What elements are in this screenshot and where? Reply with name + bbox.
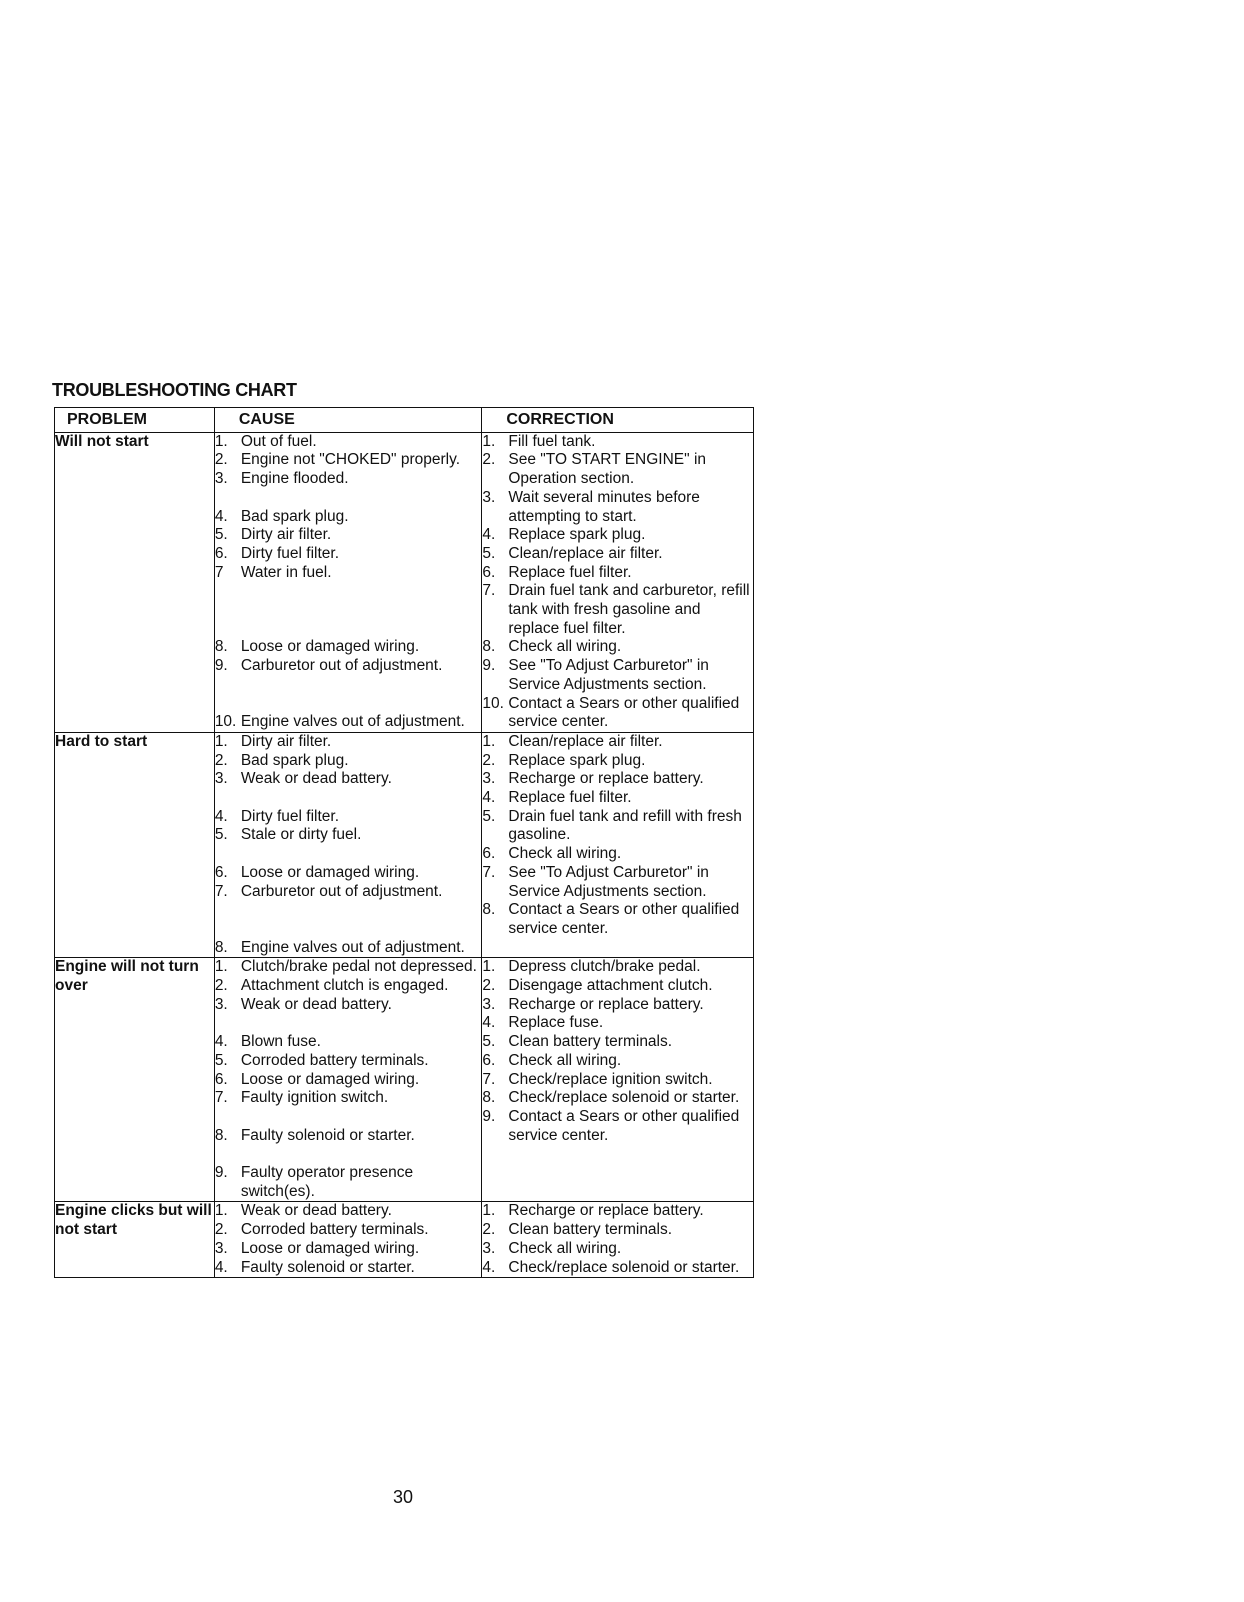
item-text: Faulty ignition switch. <box>240 1089 389 1107</box>
item-text: Replace fuse. <box>508 1014 604 1032</box>
item-number: 2. <box>482 451 496 469</box>
item-number: 1. <box>482 1202 496 1220</box>
item-text: Recharge or replace battery. <box>508 995 704 1013</box>
correction-cell <box>482 432 754 732</box>
item-number: 2. <box>214 977 228 995</box>
item-number: 3. <box>214 1239 228 1257</box>
item-text: Bad spark plug. <box>240 751 349 769</box>
item-text: Clean/replace air filter. <box>508 544 663 562</box>
correction-cell <box>482 732 754 957</box>
problem-cell: Hard to start <box>55 732 215 957</box>
table-body <box>55 432 754 1278</box>
correction-item <box>482 1108 753 1145</box>
item-number: 9. <box>482 657 496 675</box>
correction-item <box>482 657 753 694</box>
item-text: Contact a Sears or other qualified service center. <box>508 694 740 731</box>
item-text: Dirty fuel filter. <box>240 544 340 562</box>
correction-item <box>482 770 753 789</box>
item-number: 4. <box>482 1014 496 1032</box>
item-text: Weak or dead battery. <box>240 770 392 788</box>
item-text: Replace fuel filter. <box>508 563 632 581</box>
item-number: 6. <box>482 845 496 863</box>
item-text: Attachment clutch is engaged. <box>240 977 449 995</box>
item-text: Depress clutch/brake pedal. <box>508 958 701 976</box>
correction-item <box>482 695 753 732</box>
item-number: 3. <box>482 770 496 788</box>
table-row <box>55 732 754 957</box>
item-number: 6. <box>214 544 228 562</box>
spacer <box>215 601 482 620</box>
correction-item <box>482 752 753 771</box>
cause-item <box>215 526 482 545</box>
item-text: Disengage attachment clutch. <box>508 977 713 995</box>
correction-item <box>482 638 753 657</box>
cause-item <box>215 1127 482 1146</box>
correction-item <box>482 864 753 901</box>
item-number: 2. <box>214 1221 228 1239</box>
cause-item <box>215 564 482 583</box>
item-text: Out of fuel. <box>240 432 317 450</box>
item-number: 7. <box>214 882 228 900</box>
spacer <box>215 694 482 713</box>
problem-header: PROBLEM <box>55 408 215 433</box>
item-text: Fill fuel tank. <box>508 432 596 450</box>
item-number: 4. <box>482 789 496 807</box>
item-number: 4. <box>214 1258 228 1276</box>
cause-item <box>215 808 482 827</box>
item-text: See "TO START ENGINE" in Operation section. <box>508 451 707 488</box>
item-text: Replace fuel filter. <box>508 789 632 807</box>
spacer <box>215 582 482 601</box>
item-text: Engine flooded. <box>240 470 349 488</box>
item-text: Weak or dead battery. <box>240 1202 392 1220</box>
item-text: Drain fuel tank and carburetor, refill tank with fresh gasoline and replace fuel filter. <box>508 582 750 637</box>
item-number: 8. <box>214 1126 228 1144</box>
correction-item <box>482 808 753 845</box>
cause-cell <box>214 958 482 1202</box>
spacer <box>215 789 482 808</box>
spacer <box>215 920 482 939</box>
problem-cell: Engine clicks but will not start <box>55 1202 215 1278</box>
item-number: 5. <box>482 544 496 562</box>
cause-cell <box>214 432 482 732</box>
item-number: 7. <box>214 1089 228 1107</box>
table-row <box>55 958 754 1202</box>
header-row <box>55 408 754 433</box>
cause-item <box>215 1089 482 1108</box>
item-text: Corroded battery terminals. <box>240 1051 429 1069</box>
spacer <box>215 1145 482 1164</box>
chart-title: TROUBLESHOOTING CHART <box>52 380 297 400</box>
spacer <box>215 1108 482 1127</box>
correction-item <box>482 1089 753 1108</box>
cause-item <box>215 1221 482 1240</box>
item-text: Weak or dead battery. <box>240 995 392 1013</box>
item-number: 1. <box>482 732 496 750</box>
correction-item <box>482 996 753 1015</box>
item-number: 2. <box>482 1221 496 1239</box>
item-text: Clutch/brake pedal not depressed. <box>240 958 477 976</box>
item-text: Contact a Sears or other qualified service center. <box>508 901 740 937</box>
item-text: Stale or dirty fuel. <box>240 826 362 844</box>
item-number: 3. <box>214 770 228 788</box>
item-number: 10. <box>214 713 237 731</box>
item-text: Drain fuel tank and refill with fresh gasoline. <box>508 807 742 844</box>
problem-cell: Will not start <box>55 432 215 732</box>
item-number: 7. <box>482 863 496 881</box>
item-text: Check/replace solenoid or starter. <box>508 1089 740 1107</box>
problem-cell: Engine will not turn over <box>55 958 215 1202</box>
item-text: Loose or damaged wiring. <box>240 1070 420 1088</box>
cause-cell <box>214 1202 482 1278</box>
item-text: Wait several minutes before attempting to start. <box>508 488 700 525</box>
item-number: 6. <box>214 1070 228 1088</box>
item-number: 10. <box>482 694 504 712</box>
item-text: Engine valves out of adjustment. <box>240 938 465 956</box>
item-text: Contact a Sears or other qualified service center. <box>508 1107 740 1144</box>
item-number: 1. <box>482 432 496 450</box>
item-text: Dirty fuel filter. <box>240 807 340 825</box>
item-number: 8. <box>482 1089 496 1107</box>
item-text: Clean/replace air filter. <box>508 732 663 750</box>
item-number: 3. <box>482 995 496 1013</box>
item-number: 6. <box>482 1051 496 1069</box>
cause-item <box>215 508 482 527</box>
item-text: Bad spark plug. <box>240 507 349 525</box>
spacer <box>215 620 482 639</box>
cause-item <box>215 864 482 883</box>
cause-item <box>215 1033 482 1052</box>
cause-item <box>215 470 482 489</box>
cause-item <box>215 545 482 564</box>
item-text: Clean battery terminals. <box>508 1033 673 1051</box>
item-number: 4. <box>214 1033 228 1051</box>
item-text: Replace spark plug. <box>508 526 646 544</box>
cause-item <box>215 1259 482 1278</box>
item-number: 4. <box>214 507 228 525</box>
table-row <box>55 432 754 732</box>
cause-item <box>215 939 482 958</box>
item-text: Loose or damaged wiring. <box>240 1239 420 1257</box>
item-number: 9. <box>214 1164 228 1182</box>
correction-header: CORRECTION <box>482 408 754 433</box>
item-text: Carburetor out of adjustment. <box>240 882 443 900</box>
correction-item <box>482 958 753 977</box>
item-text: Carburetor out of adjustment. <box>240 657 443 675</box>
spacer <box>215 845 482 864</box>
item-number: 5. <box>214 1051 228 1069</box>
item-number: 5. <box>214 826 228 844</box>
spacer <box>215 1014 482 1033</box>
correction-item <box>482 789 753 808</box>
item-number: 2. <box>214 451 228 469</box>
item-number: 6. <box>214 863 228 881</box>
item-number: 5. <box>482 807 496 825</box>
troubleshooting-table <box>54 407 754 1278</box>
cause-item <box>215 638 482 657</box>
table-row <box>55 1202 754 1278</box>
correction-item <box>482 451 753 488</box>
correction-item <box>482 1033 753 1052</box>
item-number: 9. <box>482 1107 496 1125</box>
cause-item <box>215 958 482 977</box>
item-number: 3. <box>214 995 228 1013</box>
cause-item <box>215 451 482 470</box>
item-number: 1. <box>214 732 228 750</box>
item-number: 4. <box>482 526 496 544</box>
item-number: 2. <box>214 751 228 769</box>
cause-item <box>215 1164 482 1201</box>
item-text: Check all wiring. <box>508 638 622 656</box>
item-text: See "To Adjust Carburetor" in Service Adjustments section. <box>508 863 709 900</box>
item-number: 9. <box>214 657 228 675</box>
item-text: Faulty solenoid or starter. <box>240 1126 415 1144</box>
item-text: Corroded battery terminals. <box>240 1221 429 1239</box>
correction-item <box>482 526 753 545</box>
item-number: 5. <box>214 526 228 544</box>
cause-item <box>215 713 482 732</box>
item-text: Recharge or replace battery. <box>508 770 704 788</box>
correction-item <box>482 1240 753 1259</box>
cause-item <box>215 996 482 1015</box>
item-number: 3. <box>482 488 496 506</box>
item-text: Check all wiring. <box>508 1239 622 1257</box>
correction-item <box>482 845 753 864</box>
correction-item <box>482 1052 753 1071</box>
correction-item <box>482 1259 753 1278</box>
item-number: 8. <box>482 901 496 919</box>
item-number: 1. <box>214 1202 228 1220</box>
correction-item <box>482 433 753 452</box>
cause-item <box>215 733 482 752</box>
item-text: Check/replace solenoid or starter. <box>508 1258 740 1276</box>
correction-item <box>482 1014 753 1033</box>
item-number: 6. <box>482 563 496 581</box>
cause-item <box>215 657 482 676</box>
correction-item <box>482 1221 753 1240</box>
item-number: 1. <box>214 432 228 450</box>
item-number: 4. <box>482 1258 496 1276</box>
item-text: Faulty solenoid or starter. <box>240 1258 415 1276</box>
correction-cell <box>482 958 754 1202</box>
item-number: 7 <box>214 563 224 581</box>
item-number: 1. <box>214 958 228 976</box>
cause-item <box>215 977 482 996</box>
item-text: Replace spark plug. <box>508 751 646 769</box>
cause-item <box>215 826 482 845</box>
item-text: Loose or damaged wiring. <box>240 638 420 656</box>
item-number: 1. <box>482 958 496 976</box>
item-text: Check/replace ignition switch. <box>508 1070 713 1088</box>
item-text: Check all wiring. <box>508 1051 622 1069</box>
spacer <box>215 901 482 920</box>
correction-item <box>482 1202 753 1221</box>
item-number: 4. <box>214 807 228 825</box>
spacer <box>215 489 482 508</box>
item-number: 2. <box>482 751 496 769</box>
item-number: 7. <box>482 582 496 600</box>
item-text: Dirty air filter. <box>240 526 332 544</box>
cause-cell <box>214 732 482 957</box>
item-text: Faulty operator presence switch(es). <box>240 1164 414 1200</box>
cause-item <box>215 1052 482 1071</box>
correction-item <box>482 582 753 638</box>
correction-cell <box>482 1202 754 1278</box>
item-text: Engine valves out of adjustment. <box>240 713 465 731</box>
item-number: 3. <box>214 470 228 488</box>
item-text: Clean battery terminals. <box>508 1221 673 1239</box>
item-number: 8. <box>482 638 496 656</box>
item-number: 8. <box>214 938 228 956</box>
cause-item <box>215 752 482 771</box>
correction-item <box>482 545 753 564</box>
item-number: 2. <box>482 977 496 995</box>
cause-item <box>215 1071 482 1090</box>
item-number: 3. <box>482 1239 496 1257</box>
item-text: Loose or damaged wiring. <box>240 863 420 881</box>
item-text: Blown fuse. <box>240 1033 321 1051</box>
correction-item <box>482 564 753 583</box>
correction-item <box>482 489 753 526</box>
cause-item <box>215 1240 482 1259</box>
spacer <box>215 676 482 695</box>
item-text: Check all wiring. <box>508 845 622 863</box>
item-text: Water in fuel. <box>240 563 332 581</box>
item-text: Dirty air filter. <box>240 732 332 750</box>
item-number: 8. <box>214 638 228 656</box>
cause-item <box>215 1202 482 1221</box>
cause-item <box>215 770 482 789</box>
item-text: See "To Adjust Carburetor" in Service Adjustments section. <box>508 657 709 693</box>
correction-item <box>482 901 753 938</box>
item-text: Recharge or replace battery. <box>508 1202 704 1220</box>
item-number: 7. <box>482 1070 496 1088</box>
correction-item <box>482 977 753 996</box>
cause-item <box>215 883 482 902</box>
item-number: 5. <box>482 1033 496 1051</box>
cause-header: CAUSE <box>214 408 482 433</box>
page-number: 30 <box>393 1487 414 1507</box>
cause-item <box>215 433 482 452</box>
correction-item <box>482 1071 753 1090</box>
correction-item <box>482 733 753 752</box>
item-text: Engine not "CHOKED" properly. <box>240 451 461 469</box>
